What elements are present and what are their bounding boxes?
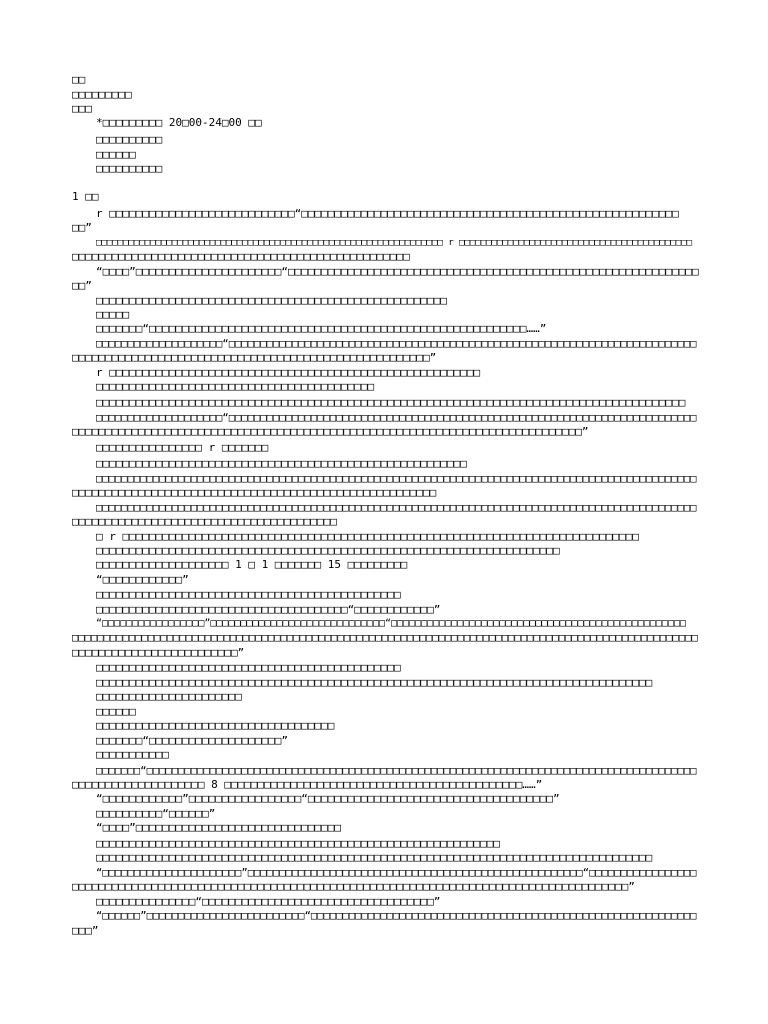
text-line: r □□□□□□□□□□□□□□□□□□□□□□□□□□□□“□□□□□□□□□□□□□□□□□□□□□□□□□□□□□□□□□□□□□□□□□□□□□□□□□□□□□□□□□ bbox=[96, 207, 679, 220]
text-line: □□□□□□□□□□□□□□□□□□□□□□□□□□□□□□□□□□□□□□□□□□□□□□□□□□□□□□□□ bbox=[96, 457, 467, 470]
text-line: □□□□□□□□□□□□□□□□□□□□□□□□□□□□□□□□□□□□□□□□□□□□□□□□□□□□□□□□□□□□□□□□□□□□□□□□□□□□□” bbox=[72, 425, 589, 438]
text-line: □□□□□ bbox=[96, 308, 130, 321]
text-line: □□□□□□□□□□ bbox=[96, 133, 163, 146]
text-line: □□□□□□□□□□□□□□□□□□□□□□□□□□□□□□□□□□□□□□□□□□□□□□□□□□□□□□□□□□□□□□□□ r □□□□□□□□□□□□□□□□□□□□□□□□□□□□□□□□□□□□□□□□□□□ bbox=[96, 238, 693, 248]
text-line: □□□□□□□□□□□□□□□□□□□□□□□□□□□□□□□□□□□□□□□□ bbox=[72, 515, 337, 528]
text-line: □□□□□□□□□□□□□□□□□□□□□□ bbox=[96, 690, 242, 703]
date-line: □□□□□□□□□□□□□□□□□□□□ 1 □ 1 □□□□□□□ 15 □□□□□□□□□ bbox=[96, 558, 408, 571]
text-line: □□□□□□□□□□□ bbox=[96, 748, 169, 761]
text-line: □□□□□□ bbox=[96, 148, 136, 161]
quote-line: “□□□□□□□□□□□□” bbox=[96, 573, 189, 586]
text-line: □□□□□□□□□□□□□□□“□□□□□□□□□□□□□□□□□□□□□□□□□□□□□□□□□□□” bbox=[96, 895, 441, 908]
text-line: □□□□□□□□□□□□□□□□□□□□“□□□□□□□□□□□□□□□□□□□□□□□□□□□□□□□□□□□□□□□□□□□□□□□□□□□□□□□□□□□□□□□□□□□□□□□□□□ bbox=[96, 338, 697, 350]
text-line: “□□□□□□□□□□□□”□□□□□□□□□□□□□□□□□“□□□□□□□□□□□□□□□□□□□□□□□□□□□□□□□□□□□□□” bbox=[96, 792, 560, 805]
text-line: □□□□□□□□□□□□□□□□□□□□□□□□□□□□□□□□□□□□□□□□□□□□□□□□□□□□□□□□□□□□□□□□□□□□□□□□□□□□□□□□□□□□□□□□□ bbox=[96, 396, 686, 409]
text-line: r □□□□□□□□□□□□□□□□□□□□□□□□□□□□□□□□□□□□□□□□□□□□□□□□□□□□□□□□ bbox=[96, 366, 481, 379]
text-line: “□□□□”□□□□□□□□□□□□□□□□□□□□□□□□□□□□□□□ bbox=[96, 821, 342, 834]
text-line: □□□□□□□□□□□□□□□□□□□□□□□□□□□□□□□□□□□□□□□□□□□□□□□□□□□□□□” bbox=[72, 351, 437, 364]
text-line: □□□□□□□□□□□□□□□□□□□□□□□□□□□□□□□□□□□□□□□□□□□□□□□□□□□ bbox=[72, 250, 410, 263]
text-line: □□□□□□□□□□“□□□□□□” bbox=[96, 807, 216, 820]
text-line: □□□□□□□□□□□□□□□□□□□□□□□□□□□□□□□□□□□□□□□□□□□□□□ bbox=[96, 661, 401, 674]
text-line: □□□□□□□□□□□□□□□□□□□□□□□□□□□□□□□□□□□□□□□□□□□□□□ bbox=[96, 588, 401, 601]
text-line: □□□□□□□□□□□□□□□□□□□□□□□□□□□□□□□□□□□□□□□□□□□□□□□□□□□□□□□□□□□□□□□□□□□□□□□□□□□□□□□□□□□□□□□□□□□□□□□ bbox=[96, 473, 697, 485]
heading-line: □□□ bbox=[72, 102, 92, 115]
text-line: □□□□□□□□□□□□□□□□□□□□□□□□□□□□□□□□□□□□ bbox=[96, 719, 335, 732]
text-line: □□□□□□□□□□□□□□□□□□□□ 8 □□□□□□□□□□□□□□□□□□□□□□□□□□□□□□□□□□□□□□□□□□□□□……” bbox=[72, 778, 543, 791]
text-line: □□□□□□□□□□ bbox=[96, 162, 163, 175]
text-line: “□□□□”□□□□□□□□□□□□□□□□□□□□□□“□□□□□□□□□□□□□□□□□□□□□□□□□□□□□□□□□□□□□□□□□□□□□□□□□□□□□□□□□□□□□□ bbox=[96, 265, 699, 278]
heading-line: □□□□□□□□□ bbox=[72, 88, 132, 101]
text-line: □□□□□□□□□□□□□□□□□□□□□□□□□□□□□□□□□□□□□□□□□□□□□□□□□□□□□□□□□□□□□ bbox=[96, 837, 500, 850]
text-line: “□□□□□□□□□□□□□□□□□□□□□□”□□□□□□□□□□□□□□□□□□□□□□□□□□□□□□□□□□□□□□□□□□□□□□□□□□□□□“□□□□□□□□□□□□□□□□□ bbox=[96, 867, 697, 879]
text-line: □□□□□□□□□□□□□□□□□□□□□□□□□” bbox=[72, 646, 245, 659]
text-line: □ r □□□□□□□□□□□□□□□□□□□□□□□□□□□□□□□□□□□□□□□□□□□□□□□□□□□□□□□□□□□□□□□□□□□□□□□□□□□□□□ bbox=[96, 530, 640, 543]
text-line: □□□□□□□□□□□□□□□□□□□□□□□□□□□□□□□□□□□□□□□□□□□□□□□□□□□□□□□ bbox=[72, 486, 437, 499]
text-line: □□□□□□ bbox=[96, 705, 136, 718]
text-line: □□□□□□□□□□□□□□□□□□□□□□□□□□□□□□□□□□□□□□□□□□□□□□□□□□□□□□□□□□□□□□□□□□□□□□ bbox=[96, 544, 560, 557]
heading-line: □□ bbox=[72, 73, 86, 86]
text-line: □□□□□□□□□□□□□□□□ r □□□□□□□ bbox=[96, 441, 269, 454]
text-line: “□□□□□□□□□□□□□□□□□”□□□□□□□□□□□□□□□□□□□□□□□□□□□□□“□□□□□□□□□□□□□□□□□□□□□□□□□□□□□□□□□□□□□□□□□□□□□□□□□ bbox=[96, 618, 687, 629]
text-line: □□□□□□□□□□□□□□□□□□□□“□□□□□□□□□□□□□□□□□□□□□□□□□□□□□□□□□□□□□□□□□□□□□□□□□□□□□□□□□□□□□□□□□□□□□□□□□□ bbox=[96, 412, 697, 424]
time-line: *□□□□□□□□□ 20□00-24□00 □□ bbox=[96, 116, 262, 129]
text-line: “□□□□□□”□□□□□□□□□□□□□□□□□□□□□□□□□“□□□□□□□□□□□□□□□□□□□□□□□□□□□□□□□□□□□□□□□□□□□□□□□□□□□□□□□□□□□□□ bbox=[96, 910, 697, 922]
text-line: □□” bbox=[72, 221, 92, 234]
text-line: □□□□□□□□□□□□□□□□□□□□□□□□□□□□□□□□□□□□□□□□□□ bbox=[96, 380, 375, 393]
text-line: □□□□□□□“□□□□□□□□□□□□□□□□□□□□□□□□□□□□□□□□□□□□□□□□□□□□□□□□□□□□□□□□□□□□□□□□□□□□□□□□□□□□□□□□□□□□□□□ bbox=[96, 765, 697, 777]
text-line: □□□” bbox=[72, 924, 99, 937]
text-line: □□□□□□□□□□□□□□□□□□□□□□□□□□□□□□□□□□□□□□□□□□□□□□□□□□□□□□□□□□□□□□□□□□□□□□□□□□□□□□□□□□□□□□□□□□□□□□□ bbox=[96, 502, 697, 514]
text-line: □□□□□□□“□□□□□□□□□□□□□□□□□□□□□□□□□□□□□□□□□□□□□□□□□□□□□□□□□□□□□□□□□……” bbox=[96, 322, 547, 335]
text-line: □□” bbox=[72, 279, 92, 292]
text-line: □□□□□□□“□□□□□□□□□□□□□□□□□□□□” bbox=[96, 734, 289, 747]
text-line: □□□□□□□□□□□□□□□□□□□□□□□□□□□□□□□□□□□□□□□□□□□□□□□□□□□□□□□□□□□□□□□□□□□□□□□□□□□□□□□□□□□□ bbox=[96, 676, 653, 689]
text-line: □□□□□□□□□□□□□□□□□□□□□□□□□□□□□□□□□□□□□□□□□□□□□□□□□□□□□ bbox=[96, 294, 447, 307]
text-line: □□□□□□□□□□□□□□□□□□□□□□□□□□□□□□□□□□□□□□□□□□□□□□□□□□□□□□□□□□□□□□□□□□□□□□□□□□□□□□□□□□□□□□□□□□□□□□□□□□□ bbox=[72, 632, 698, 644]
text-line: □□□□□□□□□□□□□□□□□□□□□□□□□□□□□□□□□□□□□□“□□□□□□□□□□□□” bbox=[96, 603, 441, 616]
text-line: □□□□□□□□□□□□□□□□□□□□□□□□□□□□□□□□□□□□□□□□□□□□□□□□□□□□□□□□□□□□□□□□□□□□□□□□□□□□□□□□□□□□” bbox=[72, 880, 635, 893]
section-number: 1 □□ bbox=[72, 190, 99, 203]
text-line: □□□□□□□□□□□□□□□□□□□□□□□□□□□□□□□□□□□□□□□□□□□□□□□□□□□□□□□□□□□□□□□□□□□□□□□□□□□□□□□□□□□□ bbox=[96, 851, 653, 864]
